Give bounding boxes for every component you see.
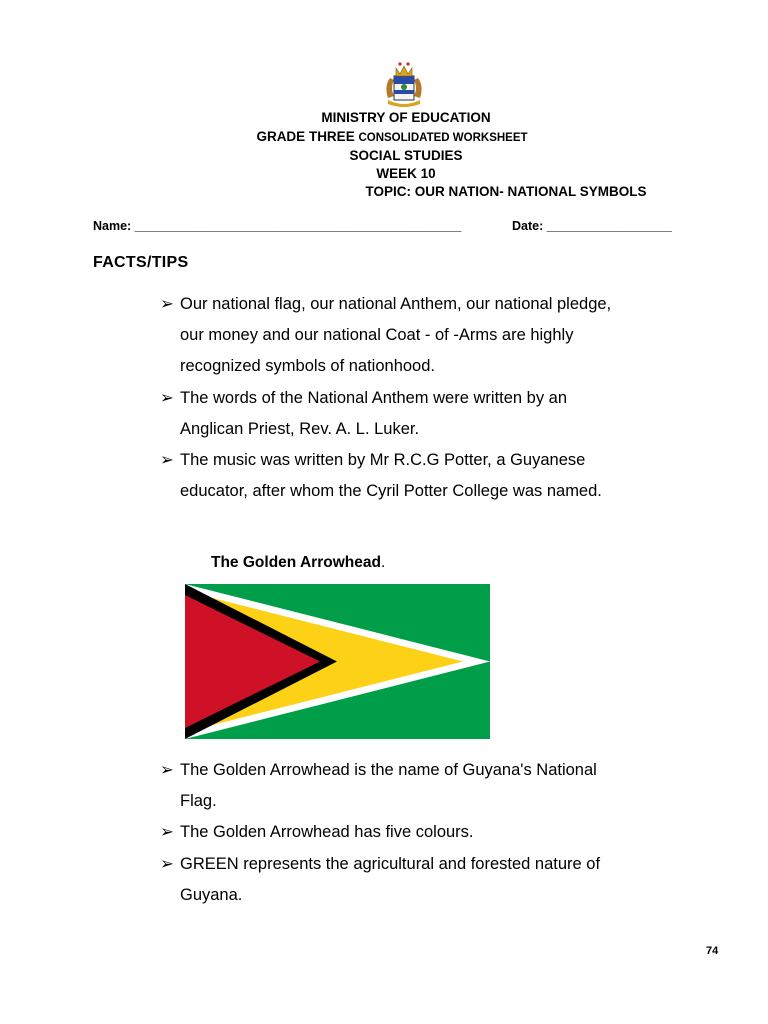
worksheet-title bbox=[0, 127, 768, 148]
facts-heading: FACTS/TIPS bbox=[93, 254, 189, 271]
flag-title-text: The Golden Arrowhead bbox=[211, 554, 381, 571]
list-item-line: Guyana. bbox=[180, 885, 243, 904]
arrow-bullet-icon: ➢ bbox=[160, 761, 174, 779]
arrow-bullet-icon: ➢ bbox=[160, 388, 174, 407]
page-number: 74 bbox=[706, 945, 719, 957]
list-item-line: Anglican Priest, Rev. A. L. Luker. bbox=[180, 419, 420, 438]
name-label: Name: bbox=[93, 219, 135, 233]
date-field[interactable] bbox=[512, 219, 672, 233]
arrow-bullet-icon: ➢ bbox=[160, 854, 174, 873]
list-item bbox=[160, 849, 720, 911]
list-item bbox=[160, 755, 720, 817]
date-label: Date: bbox=[512, 219, 547, 233]
list-item bbox=[160, 289, 720, 383]
name-field[interactable] bbox=[93, 219, 461, 233]
list-item-line: The Golden Arrowhead has five colours. bbox=[180, 823, 474, 842]
topic-title: TOPIC: OUR NATION- NATIONAL SYMBOLS bbox=[365, 184, 647, 199]
list-item-line: Flag. bbox=[180, 792, 217, 811]
list-item-line: Our national flag, our national Anthem, our national pledge, bbox=[180, 295, 612, 313]
flag-section-title bbox=[211, 554, 385, 572]
arrow-bullet-icon: ➢ bbox=[160, 823, 174, 842]
guyana-flag-image bbox=[185, 584, 490, 739]
list-item-line: GREEN represents the agricultural and forested nature of bbox=[180, 854, 601, 873]
list-item-line: our money and our national Coat - of -Arms are highly bbox=[180, 326, 574, 345]
list-item-line: The music was written by Mr R.C.G Potter, a Guyanese bbox=[180, 451, 586, 470]
name-line[interactable]: _______________________________________________ bbox=[134, 219, 462, 233]
list-item-line: recognized symbols of nationhood. bbox=[180, 357, 435, 376]
worksheet-text: CONSOLIDATED WORKSHEET bbox=[358, 132, 528, 144]
list-item bbox=[160, 445, 720, 507]
list-item-line: The Golden Arrowhead is the name of Guyana's National bbox=[180, 761, 597, 779]
list-item bbox=[160, 383, 720, 445]
coat-of-arms-logo bbox=[380, 60, 428, 110]
arrow-bullet-icon: ➢ bbox=[160, 295, 174, 313]
flag-facts-list bbox=[160, 755, 720, 911]
arrow-bullet-icon: ➢ bbox=[160, 451, 174, 470]
list-item-line: educator, after whom the Cyril Potter College was named. bbox=[180, 482, 602, 501]
ministry-title: MINISTRY OF EDUCATION bbox=[321, 110, 491, 125]
grade-text: GRADE THREE bbox=[256, 129, 359, 144]
list-item-line: The words of the National Anthem were written by an bbox=[180, 388, 568, 407]
week-title: WEEK 10 bbox=[376, 166, 436, 181]
list-item bbox=[160, 817, 720, 848]
subject-title: SOCIAL STUDIES bbox=[349, 148, 463, 163]
facts-list bbox=[160, 289, 720, 507]
flag-title-period: . bbox=[380, 554, 386, 571]
date-line[interactable]: __________________ bbox=[546, 219, 672, 233]
